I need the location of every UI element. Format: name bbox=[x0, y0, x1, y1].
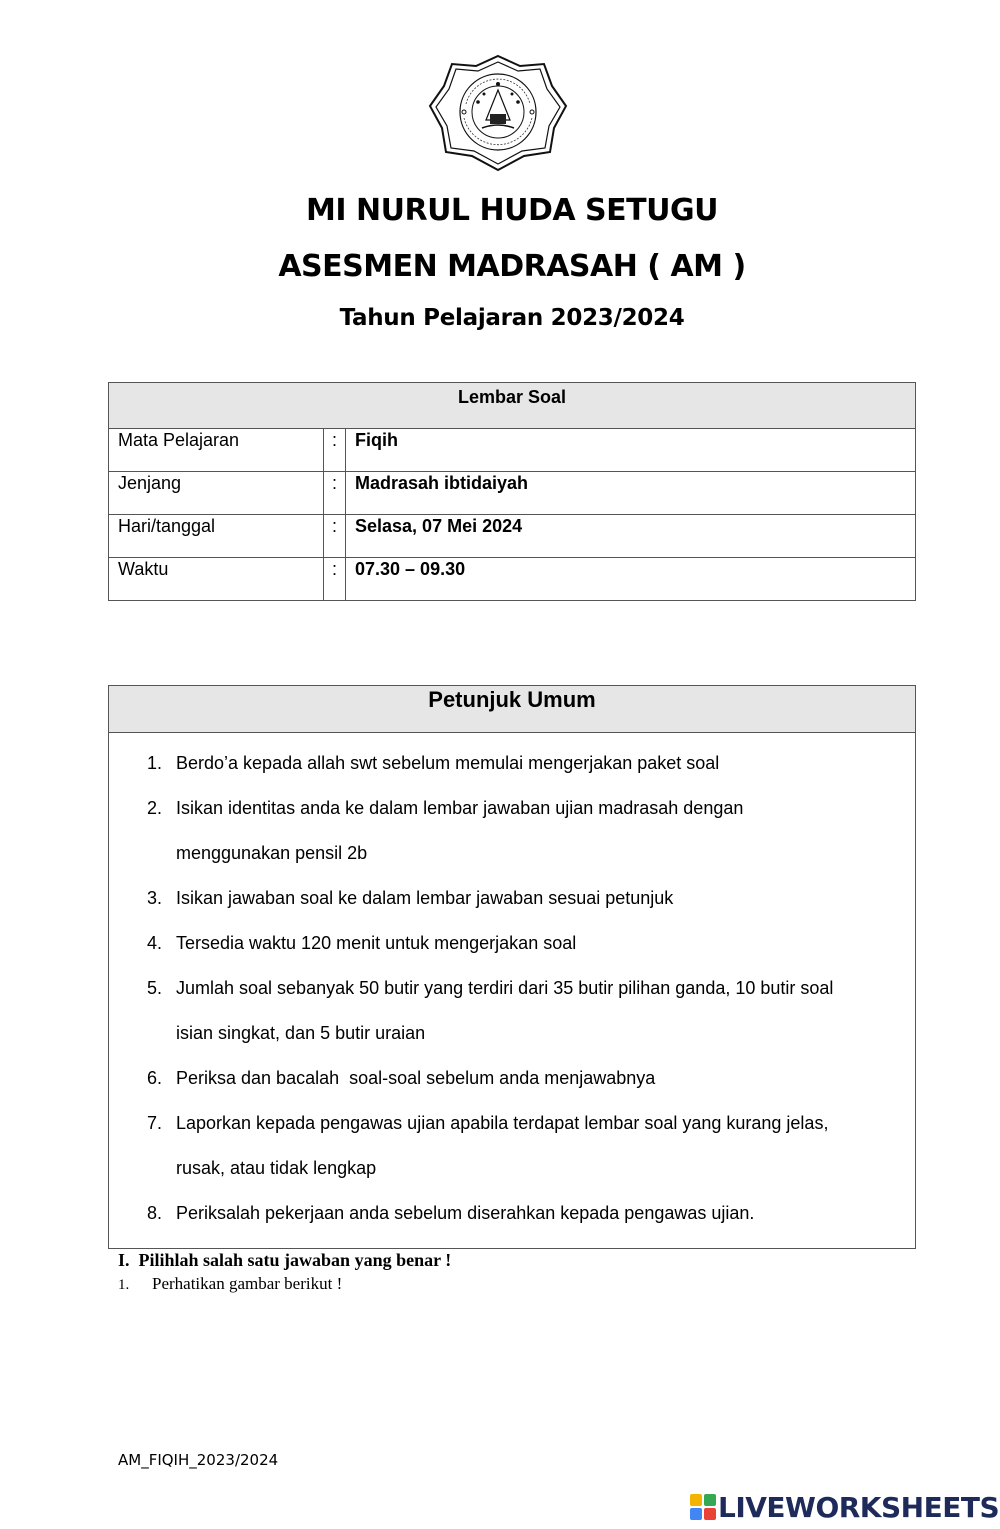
item-number: 3. bbox=[147, 888, 163, 908]
info-value: Selasa, 07 Mei 2024 bbox=[346, 515, 916, 558]
document-code: AM_FIQIH_2023/2024 bbox=[118, 1451, 279, 1469]
item-number: 7. bbox=[147, 1113, 163, 1133]
info-value: Fiqih bbox=[346, 429, 916, 472]
item-text: Berdo’a kepada allah swt sebelum memulai mengerjakan paket soal bbox=[176, 753, 720, 773]
table-row bbox=[109, 472, 916, 515]
item-text-continued: isian singkat, dan 5 butir uraian bbox=[176, 1023, 426, 1043]
item-number: 4. bbox=[147, 933, 163, 953]
item-text: Laporkan kepada pengawas ujian apabila terdapat lembar soal yang kurang jelas, bbox=[176, 1113, 829, 1133]
item-number: 6. bbox=[147, 1068, 163, 1088]
item-number: 2. bbox=[147, 798, 163, 818]
info-colon: : bbox=[324, 429, 346, 472]
item-text-continued: menggunakan pensil 2b bbox=[176, 843, 368, 863]
question-1 bbox=[118, 1274, 342, 1294]
item-number: 5. bbox=[147, 978, 163, 998]
info-colon: : bbox=[324, 472, 346, 515]
info-label: Jenjang bbox=[109, 472, 324, 515]
info-label: Hari/tanggal bbox=[109, 515, 324, 558]
info-table-heading: Lembar Soal bbox=[109, 383, 916, 429]
item-text: Jumlah soal sebanyak 50 butir yang terdiri dari 35 butir pilihan ganda, 10 butir soal bbox=[176, 978, 834, 998]
liveworksheets-logo-icon bbox=[690, 1494, 716, 1520]
info-colon: : bbox=[324, 515, 346, 558]
item-text-continued: rusak, atau tidak lengkap bbox=[176, 1158, 377, 1178]
instructions-heading: Petunjuk Umum bbox=[109, 686, 915, 733]
info-label: Waktu bbox=[109, 558, 324, 601]
item-number: 8. bbox=[147, 1203, 163, 1223]
item-text: Isikan identitas anda ke dalam lembar jawaban ujian madrasah dengan bbox=[176, 798, 744, 818]
table-row bbox=[109, 515, 916, 558]
info-value: 07.30 – 09.30 bbox=[346, 558, 916, 601]
item-text: Periksalah pekerjaan anda sebelum diserahkan kepada pengawas ujian. bbox=[176, 1203, 755, 1223]
item-text: Isikan jawaban soal ke dalam lembar jawaban sesuai petunjuk bbox=[176, 888, 674, 908]
info-value: Madrasah ibtidaiyah bbox=[346, 472, 916, 515]
item-text: Periksa dan bacalah soal-soal sebelum anda menjawabnya bbox=[176, 1068, 656, 1088]
school-logo bbox=[428, 52, 568, 174]
liveworksheets-brand[interactable] bbox=[690, 1490, 999, 1524]
item-number: 1. bbox=[147, 753, 163, 773]
question-text: Perhatikan gambar berikut ! bbox=[152, 1274, 343, 1293]
table-row bbox=[109, 558, 916, 601]
brand-name: LIVEWORKSHEETS bbox=[718, 1490, 1000, 1524]
table-row bbox=[109, 429, 916, 472]
info-label: Mata Pelajaran bbox=[109, 429, 324, 472]
info-colon: : bbox=[324, 558, 346, 601]
school-name: MI NURUL HUDA SETUGU bbox=[306, 193, 718, 228]
item-text: Tersedia waktu 120 menit untuk mengerjakan soal bbox=[176, 933, 577, 953]
section-title: I. Pilihlah salah satu jawaban yang benar ! bbox=[118, 1250, 452, 1270]
question-number: 1. bbox=[118, 1277, 130, 1293]
exam-info-table bbox=[108, 382, 916, 601]
general-instructions-box bbox=[108, 685, 916, 1249]
exam-title: ASESMEN MADRASAH ( AM ) bbox=[278, 249, 746, 284]
academic-year: Tahun Pelajaran 2023/2024 bbox=[339, 305, 685, 331]
